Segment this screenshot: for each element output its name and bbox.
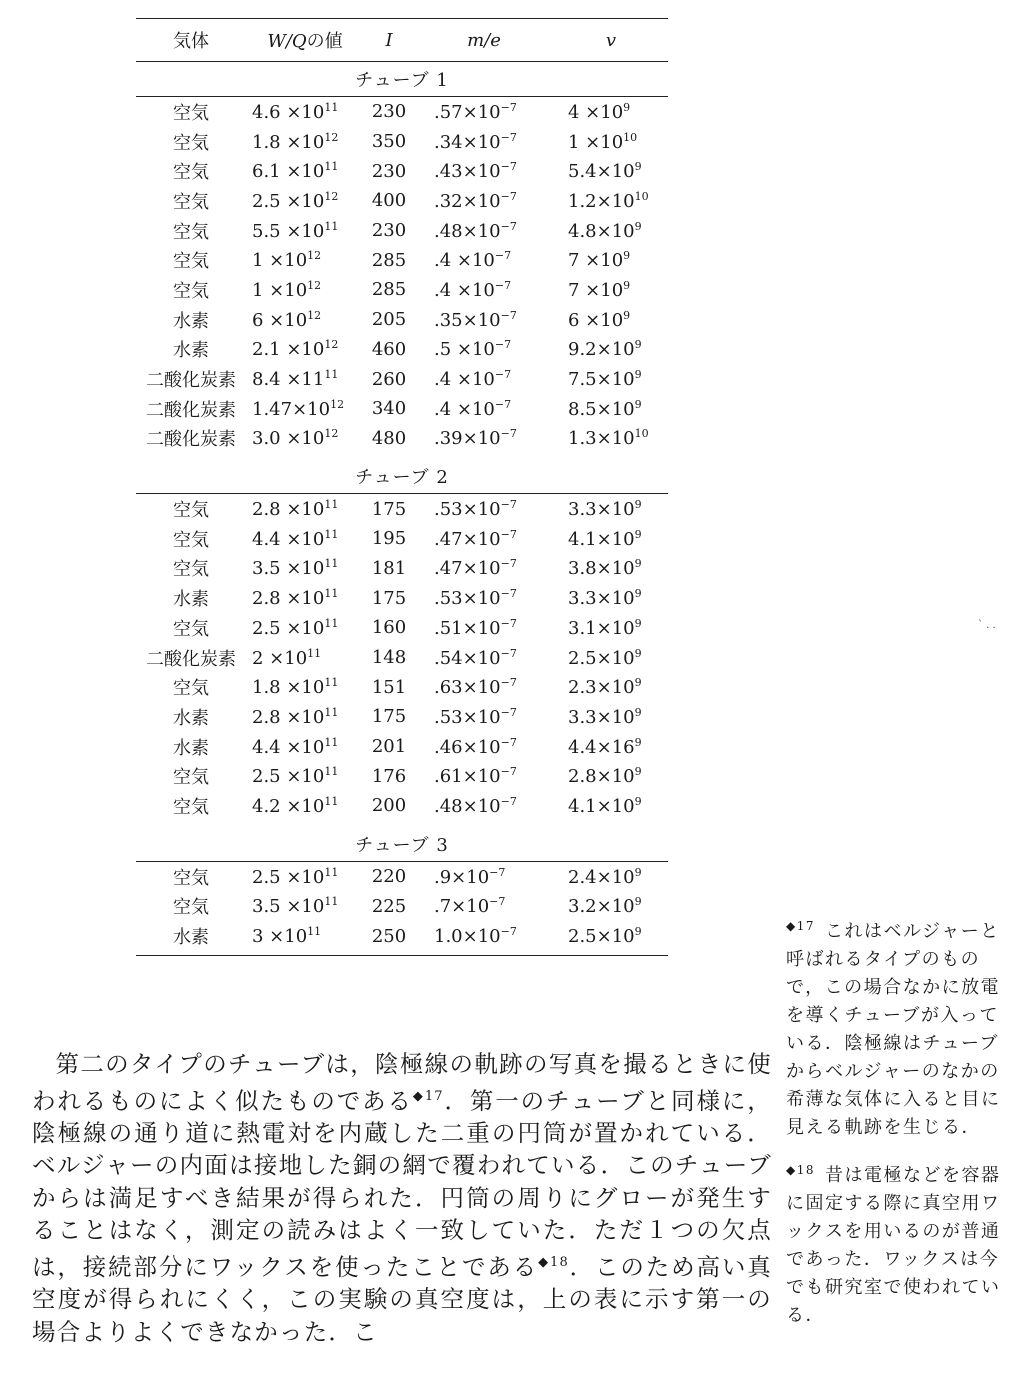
cell-gas: 空気 (173, 132, 209, 154)
cell-i: 175 (371, 706, 407, 728)
cell-me: $.43\times 10^{-7}$ (434, 160, 517, 183)
body-paragraph: 第二のタイプのチューブは，陰極線の軌跡の写真を撮るときに使われるものによく似たものである$^{◆17}$．第一のチューブと同様に，陰極線の通り道に熱電対を内蔵した二重の円筒が置かれている．ベルジャーの内面は接地した銅の網で覆われている．このチューブからは満足すべき結果が得られた．円筒の周りにグローが発生することはなく，測定の読みはよく一致していた．ただ１つの欠点は，接続部分にワックスを使ったことである$^{◆18}$．このため高い真空度が得られにくく，この実験の真空度は，上の表に示す第一の場合よりよくできなかった．こ (32, 1050, 773, 1346)
cell-me: $.4 \times 10^{-7}$ (434, 397, 512, 420)
section-title: チューブ 3 (355, 834, 449, 856)
cell-wq: $2.5 \times 10^{11}$ (252, 865, 339, 888)
exponent: 9 (634, 735, 642, 749)
table-sections (136, 62, 668, 951)
exponent: −7 (500, 925, 517, 939)
table-bottom-rule (136, 955, 668, 956)
cell-i: 350 (371, 131, 407, 153)
cell-me: $.51\times 10^{-7}$ (434, 616, 517, 639)
cell-v: $7.5\times 10^9$ (568, 368, 642, 391)
cell-gas: 空気 (173, 102, 209, 124)
cell-v: $2.5\times 10^9$ (568, 646, 642, 669)
exponent: −7 (494, 249, 512, 263)
footnote-ref-18[interactable]: ◆18 (538, 1254, 569, 1270)
note-text: 昔は電極などを容器に固定する際に真空用ワックスを用いるのが普通であった．ワックスは今でも研究室で使われている． (786, 1165, 1001, 1326)
cell-i: 230 (371, 220, 407, 242)
exponent: 10 (634, 189, 649, 203)
header-me: m/e (467, 29, 501, 51)
exponent: −7 (500, 130, 517, 144)
table-row (136, 494, 668, 524)
exponent: 11 (324, 676, 339, 690)
exponent: 9 (634, 925, 642, 939)
exponent: −7 (500, 735, 517, 749)
cell-v: $5.4\times 10^9$ (568, 160, 642, 183)
exponent: −7 (500, 765, 517, 779)
cell-i: 260 (371, 368, 407, 390)
exponent: −7 (500, 676, 517, 690)
cell-v: $7 \times 10^9$ (568, 278, 631, 301)
exponent: 9 (623, 308, 631, 322)
exponent: 11 (324, 616, 339, 630)
cell-gas: 空気 (173, 191, 209, 213)
cell-i: 175 (371, 587, 407, 609)
exponent: 12 (324, 130, 339, 144)
exponent: 11 (324, 587, 339, 601)
exponent: 11 (324, 865, 339, 879)
exponent: 12 (307, 249, 322, 263)
scan-specks: ` . . (978, 620, 996, 631)
cell-me: $.4 \times 10^{-7}$ (434, 368, 512, 391)
table-row (136, 335, 668, 365)
cell-wq: $2.8 \times 10^{11}$ (252, 705, 339, 728)
cell-gas: 水素 (173, 707, 209, 729)
cell-me: $.4 \times 10^{-7}$ (434, 278, 512, 301)
exponent: 9 (634, 676, 642, 690)
cell-v: $2.5\times 10^9$ (568, 925, 642, 948)
cell-gas: 水素 (173, 310, 209, 332)
exponent: 9 (634, 498, 642, 512)
margin-note-17 (786, 912, 1008, 1142)
footnote-ref-17[interactable]: ◆17 (412, 1088, 444, 1104)
cell-v: $2.3\times 10^9$ (568, 676, 642, 699)
cell-me: $.4 \times 10^{-7}$ (434, 249, 512, 272)
table-row (136, 364, 668, 394)
cell-wq: $1.47\times 10^{12}$ (252, 397, 345, 420)
table-row (136, 156, 668, 186)
cell-v: $9.2\times 10^9$ (568, 338, 642, 361)
table-row (136, 186, 668, 216)
exponent: 11 (324, 765, 339, 779)
exponent: −7 (500, 100, 517, 114)
exponent: 11 (324, 895, 339, 909)
cell-wq: $4.4 \times 10^{11}$ (252, 527, 339, 550)
cell-wq: $4.6 \times 10^{11}$ (252, 100, 339, 123)
cell-v: $4.1\times 10^9$ (568, 527, 642, 550)
cell-v: $4 \times 10^9$ (568, 100, 631, 123)
cell-v: $6 \times 10^9$ (568, 308, 631, 331)
table-row (136, 524, 668, 554)
cell-wq: $3 \times 10^{11}$ (252, 925, 322, 948)
table-row (136, 862, 668, 892)
cell-gas: 空気 (173, 618, 209, 640)
cell-wq: $2.1 \times 10^{12}$ (252, 338, 339, 361)
cell-gas: 空気 (173, 500, 209, 522)
exponent: −7 (494, 278, 512, 292)
exponent: 11 (324, 498, 339, 512)
cell-v: $4.1\times 10^9$ (568, 794, 642, 817)
exponent: 11 (307, 925, 322, 939)
note-number: ◆18 (786, 1163, 815, 1177)
cell-i: 230 (371, 160, 407, 182)
exponent: 9 (634, 557, 642, 571)
cell-i: 160 (371, 617, 407, 639)
margin-notes (786, 912, 1008, 1344)
section-title: チューブ 1 (355, 70, 449, 91)
data-table (136, 18, 668, 956)
exponent: 11 (324, 100, 339, 114)
exponent: 10 (634, 427, 649, 441)
cell-gas: 水素 (173, 737, 209, 759)
cell-i: 148 (371, 647, 407, 669)
cell-v: $3.3\times 10^9$ (568, 587, 642, 610)
table-row (136, 761, 668, 791)
cell-wq: $6 \times 10^{12}$ (252, 308, 322, 331)
table-row (136, 732, 668, 762)
cell-me: $.47\times 10^{-7}$ (434, 527, 517, 550)
exponent: 12 (324, 338, 339, 352)
cell-v: $1 \times 10^{10}$ (568, 130, 638, 153)
exponent: 9 (634, 397, 642, 411)
section-title: チューブ 2 (355, 467, 449, 489)
table-row (136, 702, 668, 732)
cell-v: $4.8\times 10^9$ (568, 219, 642, 242)
cell-v: $2.8\times 10^9$ (568, 765, 642, 788)
cell-wq: $1.8 \times 10^{11}$ (252, 676, 339, 699)
cell-wq: $3.5 \times 10^{11}$ (252, 895, 339, 918)
cell-me: $.34\times 10^{-7}$ (434, 130, 517, 153)
cell-i: 200 (371, 795, 407, 817)
exponent: 9 (623, 249, 631, 263)
cell-me: $.7\times 10^{-7}$ (434, 895, 506, 918)
cell-i: 195 (371, 528, 407, 550)
exponent: 10 (623, 130, 638, 144)
exponent: 12 (330, 397, 345, 411)
exponent: 9 (634, 646, 642, 660)
cell-i: 400 (371, 190, 407, 212)
table-row (136, 216, 668, 246)
table-row (136, 245, 668, 275)
note-number: ◆17 (786, 919, 815, 933)
exponent: −7 (500, 705, 517, 719)
exponent: 9 (623, 278, 631, 292)
exponent: 9 (634, 527, 642, 541)
cell-wq: $6.1 \times 10^{11}$ (252, 160, 339, 183)
exponent: 12 (324, 189, 339, 203)
exponent: 9 (634, 765, 642, 779)
table-row (136, 305, 668, 335)
exponent: −7 (500, 498, 517, 512)
cell-v: $1.3\times 10^{10}$ (568, 427, 649, 450)
margin-note-18 (786, 1156, 1008, 1330)
exponent: 9 (634, 368, 642, 382)
cell-gas: 水素 (173, 927, 209, 949)
cell-v: $3.3\times 10^9$ (568, 498, 642, 521)
cell-i: 175 (371, 498, 407, 520)
cell-gas: 空気 (173, 678, 209, 700)
cell-i: 205 (371, 309, 407, 331)
exponent: 12 (324, 427, 339, 441)
cell-v: $8.5\times 10^9$ (568, 397, 642, 420)
cell-wq: $2.5 \times 10^{11}$ (252, 616, 339, 639)
exponent: −7 (500, 427, 517, 441)
cell-gas: 空気 (173, 867, 209, 889)
cell-gas: 二酸化炭素 (146, 648, 236, 670)
exponent: −7 (500, 794, 517, 808)
exponent: 12 (307, 278, 322, 292)
header-gas: 気体 (173, 31, 209, 52)
exponent: −7 (500, 557, 517, 571)
cell-v: $3.8\times 10^9$ (568, 557, 642, 580)
cell-gas: 二酸化炭素 (146, 399, 236, 421)
exponent: −7 (494, 397, 512, 411)
cell-v: $4.4\times 16^9$ (568, 735, 642, 758)
cell-me: $.61\times 10^{-7}$ (434, 765, 517, 788)
cell-me: $1.0\times 10^{-7}$ (434, 925, 517, 948)
cell-me: $.63\times 10^{-7}$ (434, 676, 517, 699)
table-row (136, 394, 668, 424)
cell-i: 340 (371, 398, 407, 420)
exponent: −7 (494, 338, 512, 352)
cell-wq: $4.4 \times 10^{11}$ (252, 735, 339, 758)
exponent: 12 (307, 308, 322, 322)
table-row (136, 127, 668, 157)
cell-me: $.53\times 10^{-7}$ (434, 587, 517, 610)
cell-v: $7 \times 10^9$ (568, 249, 631, 272)
cell-wq: $3.5 \times 10^{11}$ (252, 557, 339, 580)
exponent: 9 (623, 100, 631, 114)
exponent: −7 (500, 646, 517, 660)
table-row (136, 613, 668, 643)
table-row (136, 424, 668, 454)
cell-me: $.54\times 10^{-7}$ (434, 646, 517, 669)
exponent: −7 (500, 308, 517, 322)
table-row (136, 643, 668, 673)
cell-me: $.9\times 10^{-7}$ (434, 865, 506, 888)
cell-wq: $2.8 \times 10^{11}$ (252, 587, 339, 610)
cell-me: $.48\times 10^{-7}$ (434, 219, 517, 242)
cell-v: $3.3\times 10^9$ (568, 705, 642, 728)
cell-v: $1.2\times 10^{10}$ (568, 189, 649, 212)
exponent: −7 (500, 189, 517, 203)
cell-gas: 空気 (173, 767, 209, 789)
exponent: 11 (324, 794, 339, 808)
cell-i: 480 (371, 427, 407, 449)
cell-gas: 空気 (173, 251, 209, 273)
cell-gas: 空気 (173, 796, 209, 818)
cell-v: $3.2\times 10^9$ (568, 895, 642, 918)
cell-me: $.32\times 10^{-7}$ (434, 189, 517, 212)
header-wq: W/Qの値 (267, 31, 343, 52)
cell-i: 230 (371, 101, 407, 123)
exponent: −7 (500, 616, 517, 630)
cell-gas: 水素 (173, 340, 209, 362)
cell-v: $2.4\times 10^9$ (568, 865, 642, 888)
exponent: −7 (500, 160, 517, 174)
exponent: 9 (634, 219, 642, 233)
cell-i: 250 (371, 925, 407, 947)
exponent: 9 (634, 794, 642, 808)
cell-wq: $1 \times 10^{12}$ (252, 278, 322, 301)
cell-me: $.39\times 10^{-7}$ (434, 427, 517, 450)
cell-wq: $4.2 \times 10^{11}$ (252, 794, 339, 817)
exponent: −7 (500, 527, 517, 541)
cell-gas: 二酸化炭素 (146, 429, 236, 451)
exponent: 11 (324, 557, 339, 571)
exponent: 11 (324, 368, 339, 382)
exponent: 11 (324, 705, 339, 719)
exponent: 11 (307, 646, 322, 660)
cell-gas: 二酸化炭素 (146, 370, 236, 392)
exponent: 9 (634, 587, 642, 601)
exponent: 9 (634, 616, 642, 630)
cell-i: 225 (371, 895, 407, 917)
cell-wq: $2.5 \times 10^{11}$ (252, 765, 339, 788)
table-row (136, 275, 668, 305)
cell-wq: $2.5 \times 10^{12}$ (252, 189, 339, 212)
cell-me: $.46\times 10^{-7}$ (434, 735, 517, 758)
cell-wq: $5.5 \times 10^{11}$ (252, 219, 339, 242)
cell-gas: 空気 (173, 559, 209, 581)
table-row (136, 921, 668, 951)
exponent: 11 (324, 160, 339, 174)
exponent: −7 (500, 219, 517, 233)
cell-gas: 水素 (173, 589, 209, 611)
table-row (136, 672, 668, 702)
note-text: これはベルジャーと呼ばれるタイプのもので，この場合なかに放電を導くチューブが入っている．陰極線はチューブからベルジャーのなかの希薄な気体に入ると目に見える軌跡を生じる． (786, 921, 1001, 1138)
exponent: −7 (494, 368, 512, 382)
cell-me: $.48\times 10^{-7}$ (434, 794, 517, 817)
cell-wq: $2.8 \times 10^{11}$ (252, 498, 339, 521)
table-row (136, 791, 668, 821)
cell-me: $.53\times 10^{-7}$ (434, 705, 517, 728)
cell-me: $.35\times 10^{-7}$ (434, 308, 517, 331)
cell-gas: 空気 (173, 162, 209, 184)
exponent: 9 (634, 705, 642, 719)
cell-i: 151 (371, 676, 407, 698)
cell-i: 285 (371, 279, 407, 301)
exponent: −7 (500, 587, 517, 601)
cell-wq: $2 \times 10^{11}$ (252, 646, 322, 669)
cell-i: 220 (371, 866, 407, 888)
table-row (136, 554, 668, 584)
exponent: 9 (634, 895, 642, 909)
cell-i: 181 (371, 557, 407, 579)
cell-i: 460 (371, 338, 407, 360)
cell-gas: 空気 (173, 529, 209, 551)
exponent: 9 (634, 160, 642, 174)
cell-me: $.53\times 10^{-7}$ (434, 498, 517, 521)
table-header-row (136, 19, 668, 61)
cell-wq: $1.8 \times 10^{12}$ (252, 130, 339, 153)
exponent: −7 (489, 895, 506, 909)
cell-me: $.57\times 10^{-7}$ (434, 100, 517, 123)
exponent: 9 (634, 865, 642, 879)
body-text (32, 1048, 772, 1348)
exponent: 11 (324, 527, 339, 541)
cell-me: $.5 \times 10^{-7}$ (434, 338, 512, 361)
cell-me: $.47\times 10^{-7}$ (434, 557, 517, 580)
cell-wq: $3.0 \times 10^{12}$ (252, 427, 339, 450)
cell-wq: $1 \times 10^{12}$ (252, 249, 322, 272)
header-v: v (605, 29, 617, 51)
cell-wq: $8.4 \times 11^{11}$ (252, 368, 339, 391)
exponent: 9 (634, 338, 642, 352)
cell-i: 176 (371, 765, 407, 787)
cell-gas: 空気 (173, 897, 209, 919)
exponent: 11 (324, 219, 339, 233)
cell-i: 201 (371, 736, 407, 758)
cell-v: $3.1\times 10^9$ (568, 616, 642, 639)
exponent: 11 (324, 735, 339, 749)
table-row (136, 97, 668, 127)
table-row (136, 583, 668, 613)
exponent: −7 (489, 865, 506, 879)
cell-i: 285 (371, 249, 407, 271)
table-row (136, 892, 668, 922)
cell-gas: 空気 (173, 221, 209, 243)
header-i: I (385, 29, 393, 51)
cell-gas: 空気 (173, 280, 209, 302)
